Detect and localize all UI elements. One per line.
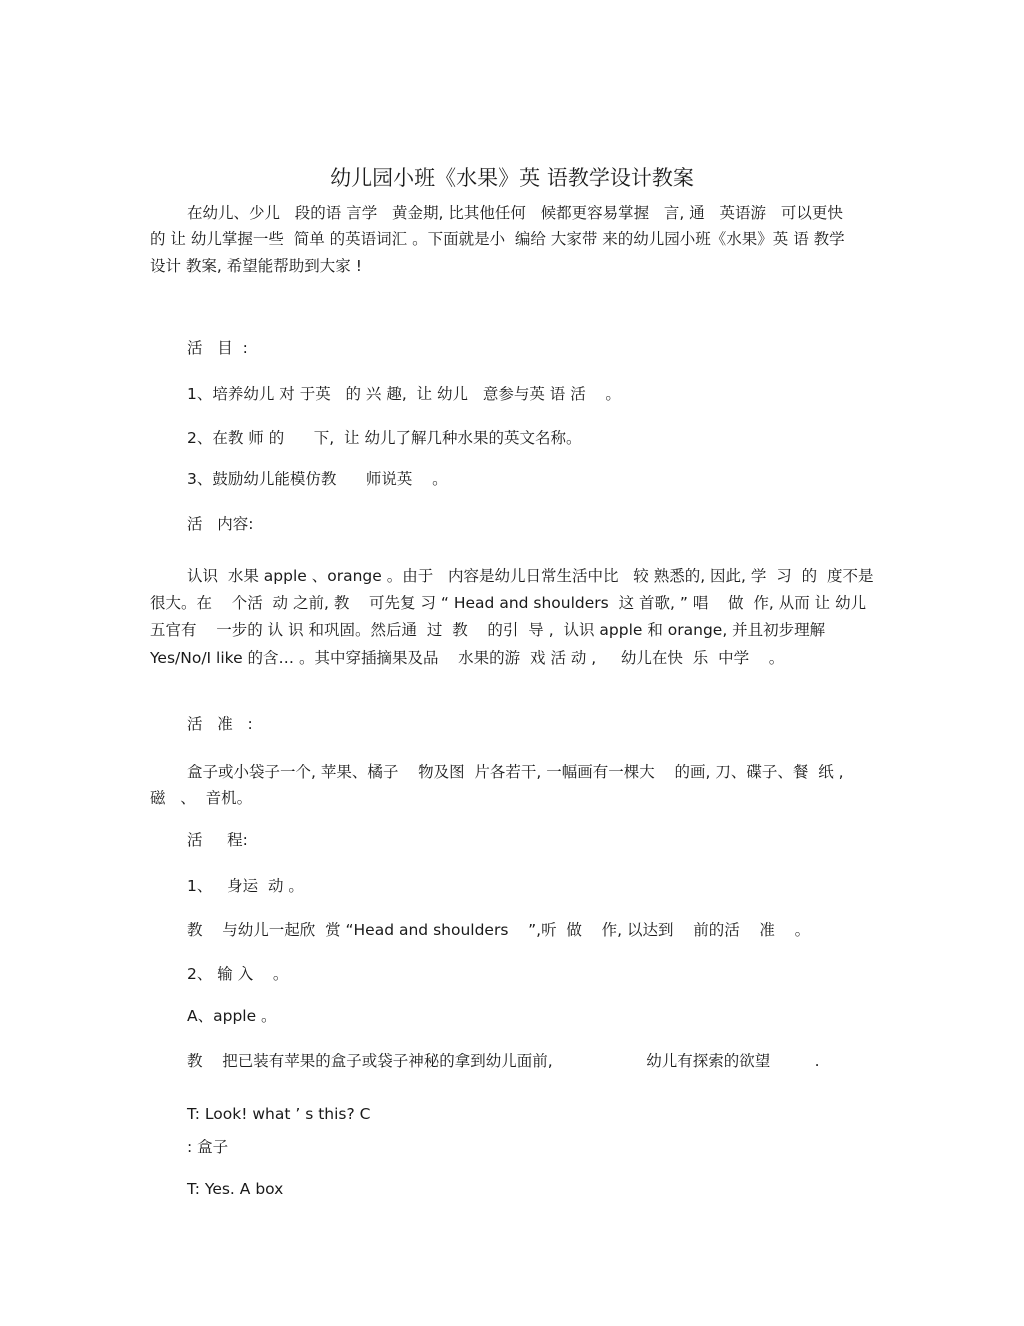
prep-line-1: 盒子或小袋子一个, 苹果、橘子 物及图 片各若干, 一幅画有一棵大 的画, 刀、碟子、餐 纸 , xyxy=(187,763,844,781)
content-line-1: 认识 水果 apple 、orange 。由于 内容是幼儿日常生活中比 较 熟悉的, 因此, 学 习 的 度不是 xyxy=(187,567,874,585)
step-2a-text: 教 把已装有苹果的盒子或袋子神秘的拿到幼儿面前, 幼儿有探索的欲望 . xyxy=(187,1052,820,1070)
goal-item-3: 3、鼓励幼儿能模仿教 师说英 。 xyxy=(187,470,448,488)
content-heading: 活 内容: xyxy=(187,515,254,533)
prep-heading: 活 准 : xyxy=(187,715,253,733)
dialog-line-2: : 盒子 xyxy=(187,1138,229,1156)
prep-line-2: 磁 、 音机。 xyxy=(150,789,253,807)
step-2a-heading: A、apple 。 xyxy=(187,1007,277,1025)
step-1-text: 教 与幼儿一起欣 赏 “Head and shoulders ”,听 做 作, 以达到 前的活 准 。 xyxy=(187,921,811,939)
document-title: 幼儿园小班《水果》英 语教学设计教案 xyxy=(330,166,694,190)
intro-line-2: 的 让 幼儿掌握一些 简单 的英语词汇 。下面就是小 编给 大家带 来的幼儿园小班《水果》英 语 教学 xyxy=(150,230,845,248)
process-heading: 活 程: xyxy=(187,831,248,849)
content-line-3: 五官有 一步的 认 识 和巩固。然后通 过 教 的引 导 , 认识 apple 和 orange, 并且初步理解 xyxy=(150,621,826,639)
content-line-2: 很大。在 个活 动 之前, 教 可先复 习 “ Head and shoulders 这 首歌, ” 唱 做 作, 从而 让 幼儿 xyxy=(150,594,867,612)
intro-line-3: 设计 教案, 希望能帮助到大家 ! xyxy=(150,257,362,275)
step-2-heading: 2、 输 入 。 xyxy=(187,965,289,983)
intro-line-1: 在幼儿、少儿 段的语 言学 黄金期, 比其他任何 候都更容易掌握 言, 通 英语游 可以更快 xyxy=(187,204,843,222)
dialog-line-3: T: Yes. A box xyxy=(187,1180,284,1198)
content-line-4: Yes/No/I like 的含… 。其中穿插摘果及品 水果的游 戏 活 动 , 幼儿在快 乐 中学 。 xyxy=(150,649,785,667)
step-1-heading: 1、 身运 动 。 xyxy=(187,877,304,895)
goal-item-1: 1、培养幼儿 对 于英 的 兴 趣, 让 幼儿 意参与英 语 活 。 xyxy=(187,385,621,403)
goal-item-2: 2、在教 师 的 下, 让 幼儿了解几种水果的英文名称。 xyxy=(187,429,582,447)
dialog-line-1: T: Look! what ’ s this? C xyxy=(187,1105,371,1123)
goals-heading: 活 目 : xyxy=(187,339,248,357)
